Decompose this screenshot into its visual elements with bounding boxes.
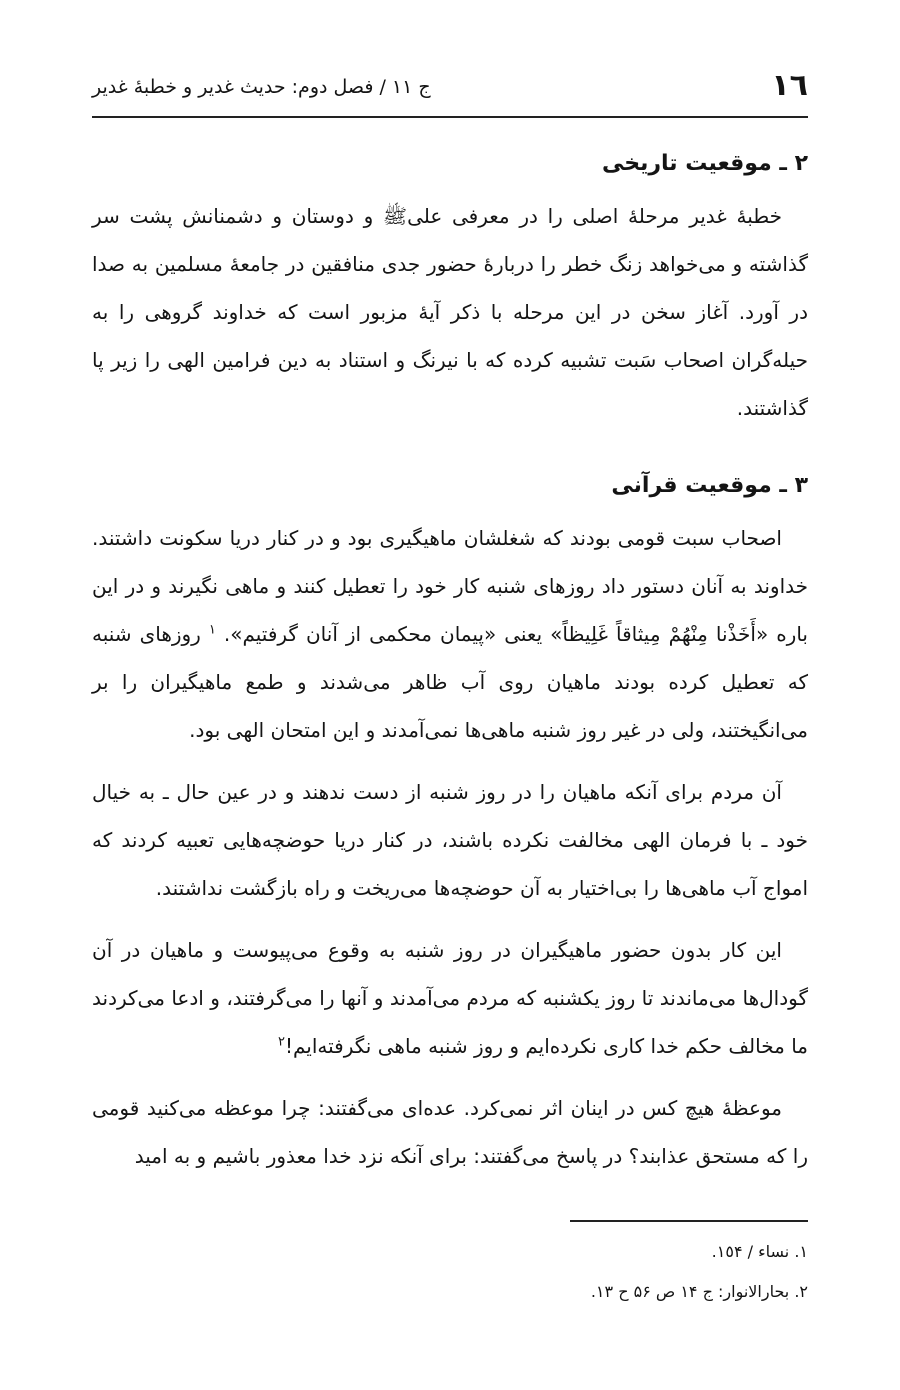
footnote: ١. نساء / ١٥۴. <box>711 1242 808 1261</box>
footnote-marker: ٢ <box>277 1034 285 1050</box>
footnote-divider <box>570 1220 808 1222</box>
running-head: ج ۱۱ / فصل دوم: حدیث غدیر و خطبهٔ غدیر <box>92 76 431 98</box>
page-number: ١٦ <box>771 68 808 103</box>
footnotes <box>92 1232 808 1312</box>
paragraph <box>92 514 808 754</box>
paragraph-text: اصحاب سبت قومی بودند که شغلشان ماهیگیری بود و در کنار دریا سکونت داشتند. خداوند به آنان دستور داد روزهای شنبه کار خود را تعطیل کنند و ماهی نگیرند و در این باره «أَخَذْنا مِنْهُمْ مِیثاقاً غَلِیظاً» یعنی «پیمان محکمی از آنان گرفتیم». <box>92 526 808 646</box>
paragraph-text: روزهای شنبه که تعطیل کرده بودند ماهیان روی آب ظاهر می‌شدند و طمع ماهیگیران را بر می‌انگیختند، ولی در غیر روز شنبه ماهی‌ها نمی‌آمدند و این امتحان الهی بود. <box>92 622 808 742</box>
paragraph <box>92 926 808 1070</box>
paragraph: خطبهٔ غدیر مرحلهٔ اصلی را در معرفی علیﷺ و دوستان و دشمنانش پشت سر گذاشته و می‌خواهد زنگ خطر را دربارهٔ حضور جدی منافقین در جامعهٔ مسلمین به صدا در آورد. آغاز سخن در این مرحله با ذکر آیهٔ مزبور است که خداوند گروهی را به حیله‌گران اصحاب سَبت تشبیه کرده که با نیرنگ و استناد به دین فرامین الهی را زیر پا گذاشتند. <box>92 204 808 420</box>
paragraph-text: این کار بدون حضور ماهیگیران در روز شنبه به وقوع می‌پیوست و ماهیان در آن گودال‌ها می‌ماندند تا روز یکشنبه که مردم می‌آمدند و آنها را می‌گرفتند، و ادعا می‌کردند ما مخالف حکم خدا کاری نکرده‌ایم و روز شنبه ماهی نگرفته‌ایم! <box>92 938 808 1058</box>
page-header <box>92 68 808 118</box>
page-body <box>92 140 808 1180</box>
footnote: ٢. بحارالانوار: ج ١۴ ص ۵۶ ح ١٣. <box>590 1282 808 1301</box>
paragraph: آن مردم برای آنکه ماهیان را در روز شنبه از دست ندهند و در عین حال ـ به خیال خود ـ با فرمان الهی مخالفت نکرده باشند، در کنار دریا حوضچه‌هایی تعبیه کردند که امواج آب ماهی‌ها را بی‌اختیار به آن حوضچه‌ها می‌ریخت و راه بازگشت نداشتند. <box>92 780 808 900</box>
section-title-quranic: ۳ ـ موقعیت قرآنی <box>611 473 808 498</box>
paragraph: موعظهٔ هیچ کس در اینان اثر نمی‌کرد. عده‌ای می‌گفتند: چرا موعظه می‌کنید قومی را که مستحق عذابند؟ در پاسخ می‌گفتند: برای آنکه نزد خدا معذور باشیم و به امید <box>92 1096 808 1168</box>
footnote-marker: ١ <box>208 622 216 638</box>
section-title-historical: ۲ ـ موقعیت تاریخی <box>601 151 808 176</box>
